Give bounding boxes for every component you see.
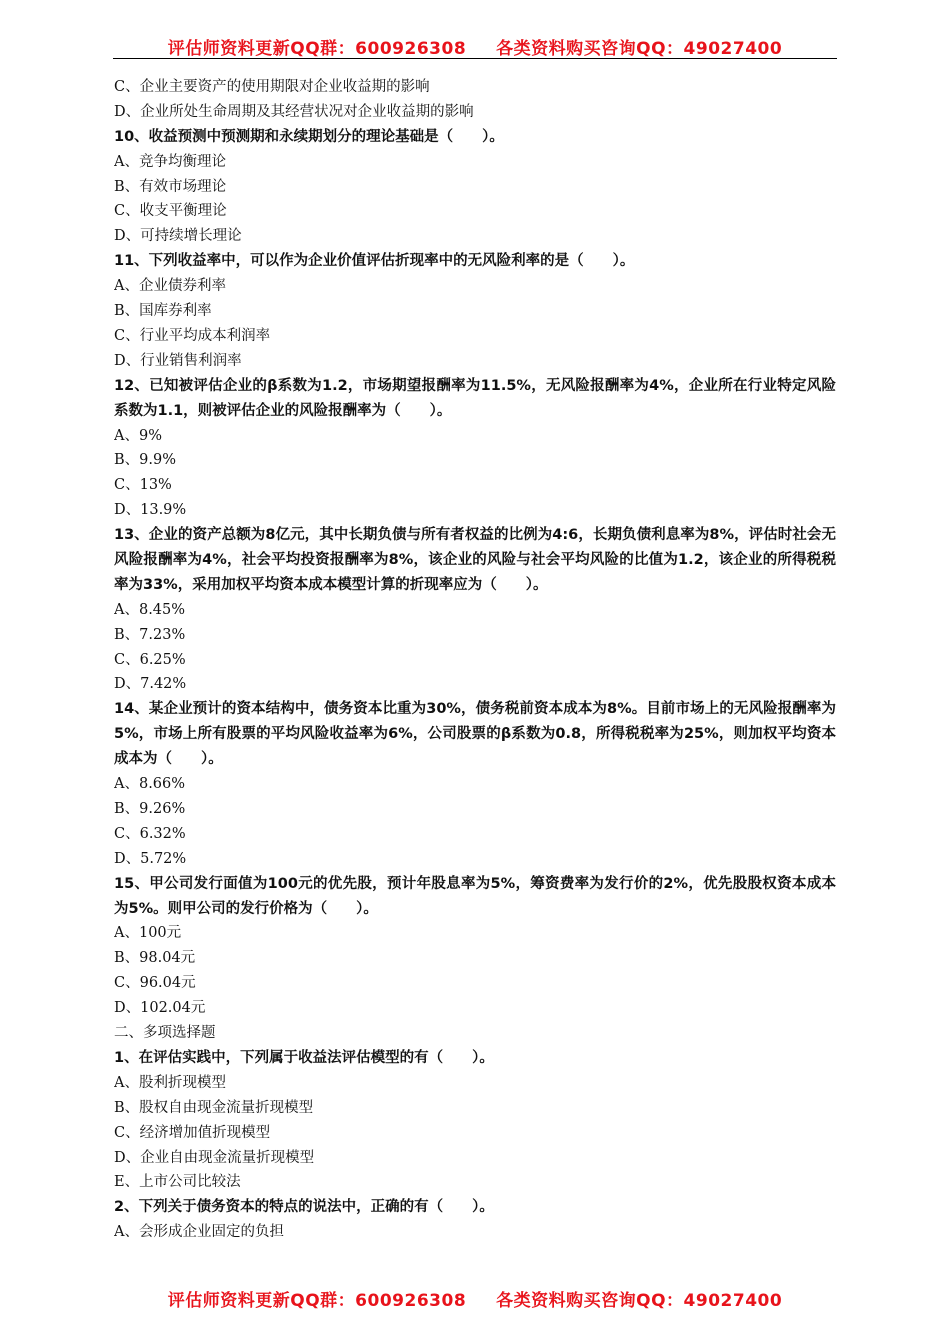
option-text: C、收支平衡理论 (114, 203, 227, 220)
question-text: 11、下列收益率中，可以作为企业价值评估折现率中的无风险利率的是（ ）。 (114, 253, 635, 270)
option-text: D、企业自由现金流量折现模型 (114, 1149, 315, 1166)
option-text: 二、多项选择题 (114, 1025, 216, 1042)
question-text: 2、下列关于债务资本的特点的说法中，正确的有（ ）。 (114, 1199, 494, 1216)
question-text: 1、在评估实践中，下列属于收益法评估模型的有（ ）。 (114, 1049, 494, 1066)
option-text: C、6.32% (114, 825, 186, 842)
option-text: A、会形成企业固定的负担 (114, 1224, 284, 1241)
option-text: A、8.45% (114, 601, 186, 618)
question-text: 13、企业的资产总额为8亿元，其中长期负债与所有者权益的比例为4:6，长期负债利息率为8%，评估时社会无风险报酬率为4%，社会平均投资报酬率为8%，该企业的风险与社会平均风险的比值为1.2，该企业的所得税税率为33%，采用加权平均资本成本模型计算的折现率应为（ ）。 (114, 527, 836, 593)
option-text: C、13% (114, 477, 172, 494)
header-purchase-qq: 各类资料购买咨询QQ：49027400 (496, 39, 783, 59)
option-text: B、98.04元 (114, 950, 196, 967)
option-text: D、行业销售利润率 (114, 352, 242, 369)
option-text: D、102.04元 (114, 1000, 206, 1017)
option-text: C、经济增加值折现模型 (114, 1124, 271, 1141)
header-qq-group: 评估师资料更新QQ群：600926308 (167, 39, 467, 59)
option-text: B、7.23% (114, 626, 186, 643)
option-text: B、股权自由现金流量折现模型 (114, 1099, 314, 1116)
option-text: D、企业所处生命周期及其经营状况对企业收益期的影响 (114, 103, 474, 120)
option-text: C、企业主要资产的使用期限对企业收益期的影响 (114, 79, 430, 95)
option-text: A、企业债券利率 (114, 278, 226, 295)
question-text: 15、甲公司发行面值为100元的优先股，预计年股息率为5%，筹资费率为发行价的2%，优先股股权资本成本为5%。则甲公司的发行价格为（ ）。 (114, 875, 836, 917)
question-text: 12、已知被评估企业的β系数为1.2，市场期望报酬率为11.5%，无风险报酬率为4%，企业所在行业特定风险系数为1.1，则被评估企业的风险报酬率为（ ）。 (114, 377, 836, 419)
option-text: D、5.72% (114, 850, 187, 867)
option-text: B、9.26% (114, 800, 186, 817)
option-text: E、上市公司比较法 (114, 1174, 241, 1191)
option-text: D、可持续增长理论 (114, 228, 242, 245)
footer-qq-group: 评估师资料更新QQ群：600926308 (167, 1291, 467, 1311)
header-banner (0, 34, 950, 59)
option-text: D、7.42% (114, 676, 187, 693)
question-text: 10、收益预测中预测期和永续期划分的理论基础是（ ）。 (114, 128, 504, 145)
option-text: B、9.9% (114, 452, 176, 469)
document-body (114, 75, 836, 1245)
option-text: C、6.25% (114, 651, 186, 668)
option-text: D、13.9% (114, 502, 187, 519)
option-text: C、96.04元 (114, 975, 196, 992)
option-text: A、股利折现模型 (114, 1074, 226, 1091)
option-text: B、有效市场理论 (114, 178, 227, 195)
option-text: A、9% (114, 427, 162, 444)
footer-purchase-qq: 各类资料购买咨询QQ：49027400 (496, 1291, 783, 1311)
option-text: A、8.66% (114, 776, 186, 793)
option-text: A、竞争均衡理论 (114, 153, 226, 170)
header-divider (113, 58, 837, 59)
option-text: A、100元 (114, 925, 182, 942)
option-text: C、行业平均成本利润率 (114, 327, 271, 344)
question-text: 14、某企业预计的资本结构中，债务资本比重为30%，债务税前资本成本为8%。目前市场上的无风险报酬率为5%，市场上所有股票的平均风险收益率为6%，公司股票的β系数为0.8，所得税税率为25%，则加权平均资本成本为（ ）。 (114, 701, 836, 768)
footer-banner (0, 1286, 950, 1311)
option-text: B、国库券利率 (114, 303, 212, 320)
